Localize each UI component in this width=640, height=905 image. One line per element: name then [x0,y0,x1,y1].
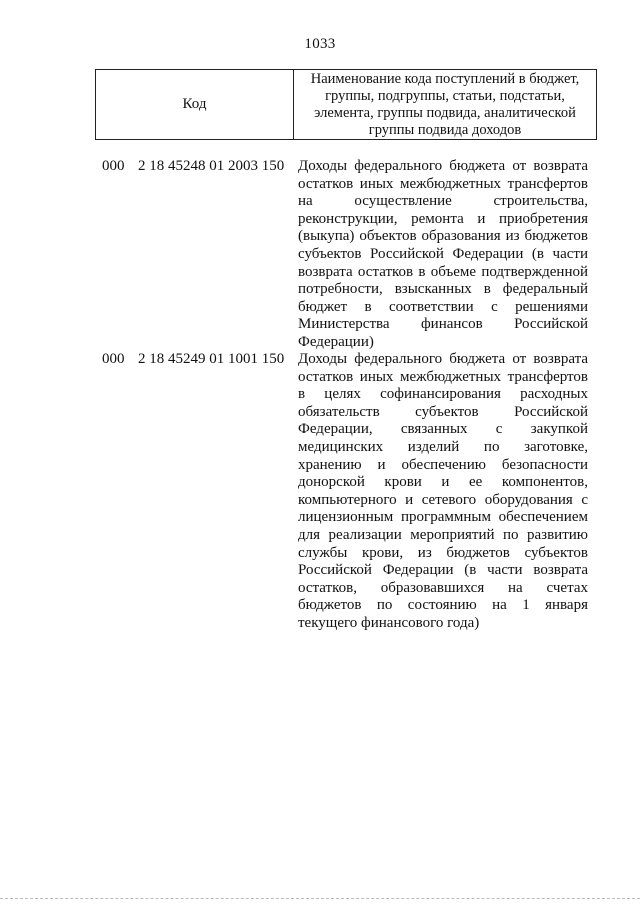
description-line: бюджетов по состоянию на 1 января [298,597,588,614]
description-line: для реализации мероприятий по развитию [298,526,588,543]
row-admin-code: 000 [102,158,125,174]
description-line: бюджет в соответствии с решениями [298,298,588,315]
description-line: Федерации, связанных с закупкой [298,421,588,438]
row-income-code: 2 18 45248 01 2003 150 [138,158,285,174]
description-line: реконструкции, ремонта и приобретения [298,210,588,227]
row-income-code: 2 18 45249 01 1001 150 [138,351,285,367]
description-line: остатков, образовавшихся на счетах [298,579,588,596]
description-line: службы крови, из бюджетов субъектов [298,544,588,561]
description-line: Федерации) [298,333,374,350]
description-line: остатков иных межбюджетных трансфертов [298,175,588,192]
row-description [298,158,588,352]
header-code-column: Код [96,70,294,139]
table-header [95,69,597,140]
description-line: Доходы федерального бюджета от возврата [298,158,588,174]
row-admin-code: 000 [102,351,125,367]
row-description [298,351,588,633]
description-line: Доходы федерального бюджета от возврата [298,351,588,367]
description-line: в целях софинансирования расходных [298,386,588,403]
description-line: текущего финансового года) [298,614,480,631]
description-line: возврата остатков в объеме подтвержденной [298,263,588,280]
description-line: (выкупа) объектов образования из бюджетов [298,228,588,245]
page-number: 1033 [304,36,336,52]
description-line: донорской крови и ее компонентов, [298,474,588,491]
description-line: медицинских изделий по заготовке, [298,438,588,455]
description-line: потребности, взысканных в федеральный [298,281,588,298]
description-line: остатков иных межбюджетных трансфертов [298,368,588,385]
header-name-column: Наименование кода поступлений в бюджет, группы, подгруппы, статьи, подстатьи, элемента, группы подвида, аналитической группы подвида доходов [310,70,580,138]
description-line: на осуществление строительства, [298,193,588,210]
description-line: обязательств субъектов Российской [298,403,588,420]
description-line: компьютерного и сетевого оборудования с [298,491,588,508]
description-line: лицензионным программным обеспечением [298,509,588,526]
description-line: Министерства финансов Российской [298,316,588,333]
description-line: Российской Федерации (в части возврата [298,562,588,579]
scan-edge-divider [0,898,640,900]
description-line: хранению и обеспечению безопасности [298,456,588,473]
description-line: субъектов Российской Федерации (в части [298,245,588,262]
